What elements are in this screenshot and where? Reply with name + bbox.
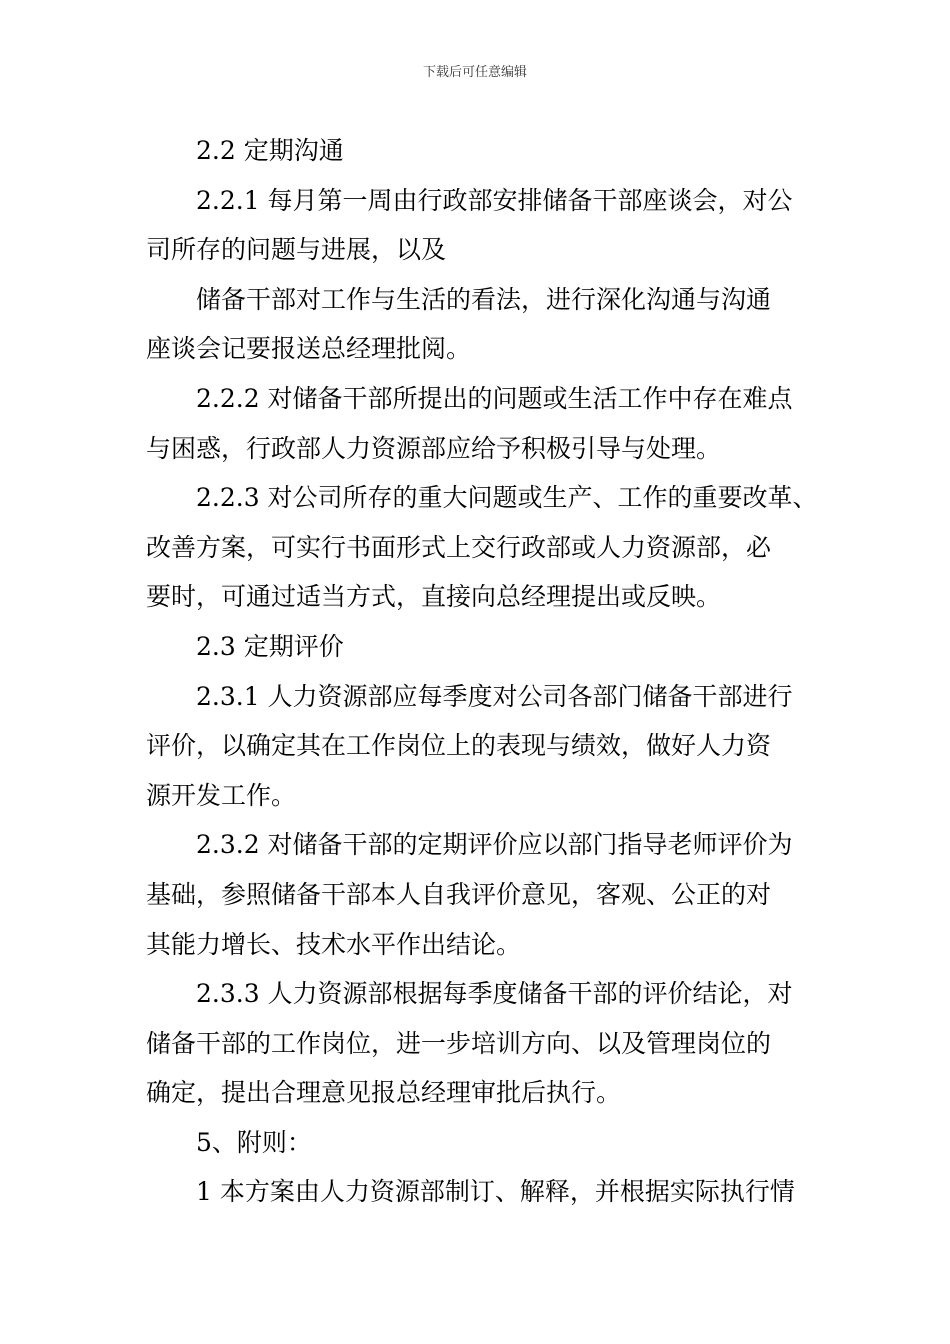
text-line: 源开发工作。 [146, 780, 297, 810]
text-line: 2.2.1 每月第一周由行政部安排储备干部座谈会，对公 [196, 185, 793, 215]
text-line: 要时，可通过适当方式，直接向总经理提出或反映。 [146, 582, 722, 612]
text-line: 1 本方案由人力资源部制订、解释，并根据实际执行情 [196, 1177, 795, 1207]
text-line: 其能力增长、技术水平作出结论。 [146, 929, 522, 959]
text-line: 储备干部对工作与生活的看法，进行深化沟通与沟通 [196, 284, 772, 314]
text-line: 2.3.3 人力资源部根据每季度储备干部的评价结论，对 [196, 979, 793, 1009]
text-line: 2.3.2 对储备干部的定期评价应以部门指导老师评价为 [196, 830, 793, 860]
text-line: 2.3 定期评价 [196, 631, 344, 661]
text-line: 评价，以确定其在工作岗位上的表现与绩效，做好人力资 [146, 731, 772, 761]
text-line: 确定，提出合理意见报总经理审批后执行。 [146, 1078, 622, 1108]
text-line: 5、附则： [196, 1127, 312, 1157]
text-line: 2.2.3 对公司所存的重大问题或生产、工作的重要改革、 [196, 483, 818, 513]
text-line: 基础，参照储备干部本人自我评价意见，客观、公正的对 [146, 879, 772, 909]
document-body [146, 126, 818, 1217]
text-line: 储备干部的工作岗位，进一步培训方向、以及管理岗位的 [146, 1028, 772, 1058]
page-header: 下载后可任意编辑 [422, 65, 527, 80]
text-line: 司所存的问题与进展，以及 [146, 235, 447, 265]
text-line: 改善方案，可实行书面形式上交行政部或人力资源部，必 [146, 532, 772, 562]
text-line: 2.3.1 人力资源部应每季度对公司各部门储备干部进行 [196, 681, 793, 711]
text-line: 与困惑，行政部人力资源部应给予积极引导与处理。 [146, 433, 722, 463]
text-line: 2.2 定期沟通 [196, 136, 344, 165]
text-line: 2.2.2 对储备干部所提出的问题或生活工作中存在难点 [196, 383, 793, 413]
text-line: 座谈会记要报送总经理批阅。 [146, 334, 472, 364]
